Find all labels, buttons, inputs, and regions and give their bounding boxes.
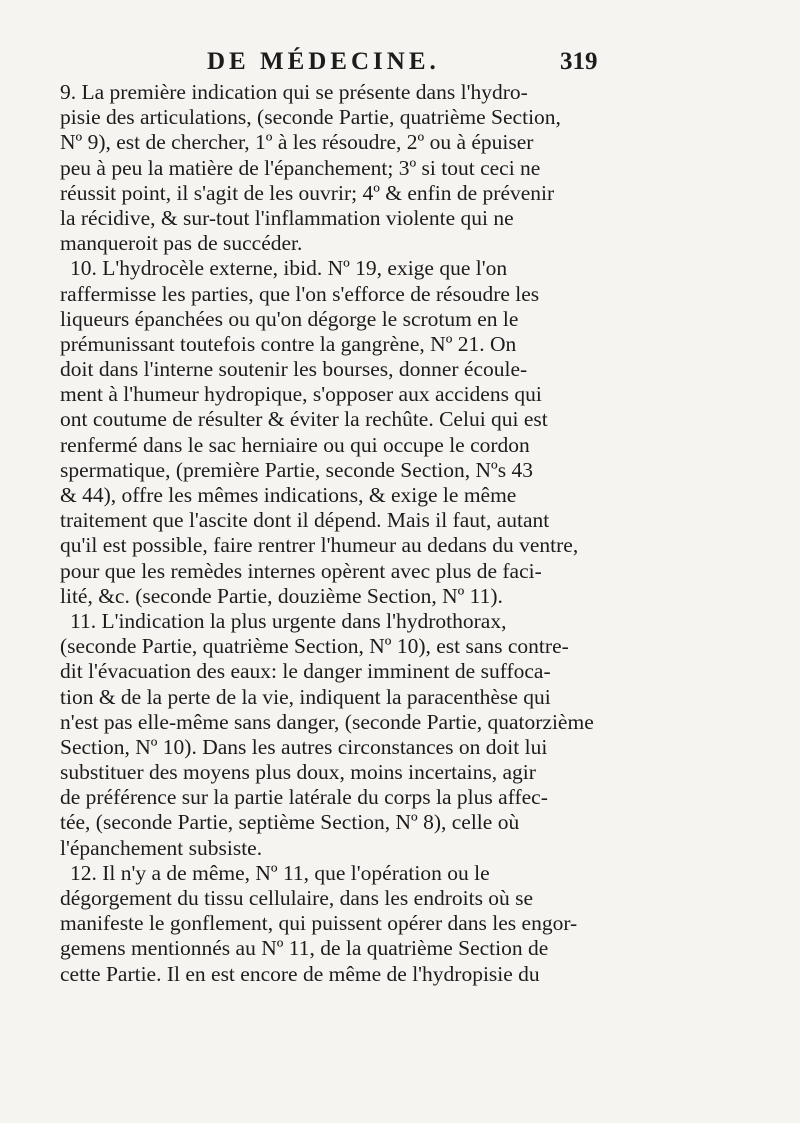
text-line: prémunissant toutefois contre la gangrène, Nº 21. On [60, 331, 517, 356]
text-line: réussit point, il s'agit de les ouvrir; 4º & enfin de prévenir [60, 180, 555, 205]
text-line: pisie des articulations, (seconde Partie, quatrième Section, [60, 105, 561, 130]
text-line: Section, Nº 10). Dans les autres circonstances on doit lui [60, 734, 548, 759]
body-text [60, 80, 616, 987]
text-line: ont coutume de résulter & éviter la rechûte. Celui qui est [60, 407, 548, 432]
text-line: 11. L'indication la plus urgente dans l'hydrothorax, [70, 608, 507, 633]
text-line: pour que les remèdes internes opèrent avec plus de faci- [60, 558, 542, 583]
page-header [0, 44, 800, 84]
text-line: dit l'évacuation des eaux: le danger imminent de suffoca- [60, 659, 551, 684]
text-line: doit dans l'interne soutenir les bourses, donner écoule- [60, 357, 528, 382]
text-line: cette Partie. Il en est encore de même de l'hydropisie du [60, 961, 540, 986]
running-head: DE MÉDECINE. [207, 48, 440, 75]
text-line: Nº 9), est de chercher, 1º à les résoudre, 2º ou à épuiser [60, 130, 534, 155]
text-line: (seconde Partie, quatrième Section, Nº 10), est sans contre- [60, 634, 569, 659]
text-line: traitement que l'ascite dont il dépend. Mais il faut, autant [60, 508, 550, 533]
text-line: ment à l'humeur hydropique, s'opposer aux accidens qui [60, 382, 542, 407]
text-line: & 44), offre les mêmes indications, & exige le même [60, 483, 517, 507]
text-line: substituer des moyens plus doux, moins incertains, agir [60, 760, 536, 785]
text-line: manifeste le gonflement, qui puissent opérer dans les engor- [60, 911, 578, 936]
text-line: liqueurs épanchées ou qu'on dégorge le scrotum en le [60, 306, 519, 331]
text-line: spermatique, (première Partie, seconde Section, Nºs 43 [60, 457, 533, 482]
text-line: 10. L'hydrocèle externe, ibid. Nº 19, exige que l'on [70, 256, 508, 281]
text-line: gemens mentionnés au Nº 11, de la quatrième Section de [60, 936, 549, 961]
text-line: la récidive, & sur-tout l'inflammation violente qui ne [60, 205, 514, 230]
text-line: qu'il est possible, faire rentrer l'humeur au dedans du ventre, [60, 533, 579, 558]
text-line: n'est pas elle-même sans danger, (seconde Partie, quatorzième [60, 709, 594, 734]
text-line: de préférence sur la partie latérale du corps la plus affec- [60, 785, 548, 810]
text-line: tée, (seconde Partie, septième Section, Nº 8), celle où [60, 810, 520, 835]
page-number: 319 [560, 48, 598, 75]
text-line: 12. Il n'y a de même, Nº 11, que l'opération ou le [70, 860, 490, 885]
text-line: dégorgement du tissu cellulaire, dans les endroits où se [60, 886, 534, 910]
text-line: 9. La première indication qui se présente dans l'hydro- [60, 80, 528, 104]
text-line: manqueroit pas de succéder. [60, 231, 303, 256]
text-line: tion & de la perte de la vie, indiquent la paracenthèse qui [60, 684, 551, 709]
text-line: l'épanchement subsiste. [60, 835, 263, 860]
text-line: lité, &c. (seconde Partie, douzième Section, Nº 11). [60, 583, 503, 608]
text-line: raffermisse les parties, que l'on s'efforce de résoudre les [60, 281, 540, 306]
text-line: renfermé dans le sac herniaire ou qui occupe le cordon [60, 432, 530, 457]
text-line: peu à peu la matière de l'épanchement; 3º si tout ceci ne [60, 155, 541, 180]
